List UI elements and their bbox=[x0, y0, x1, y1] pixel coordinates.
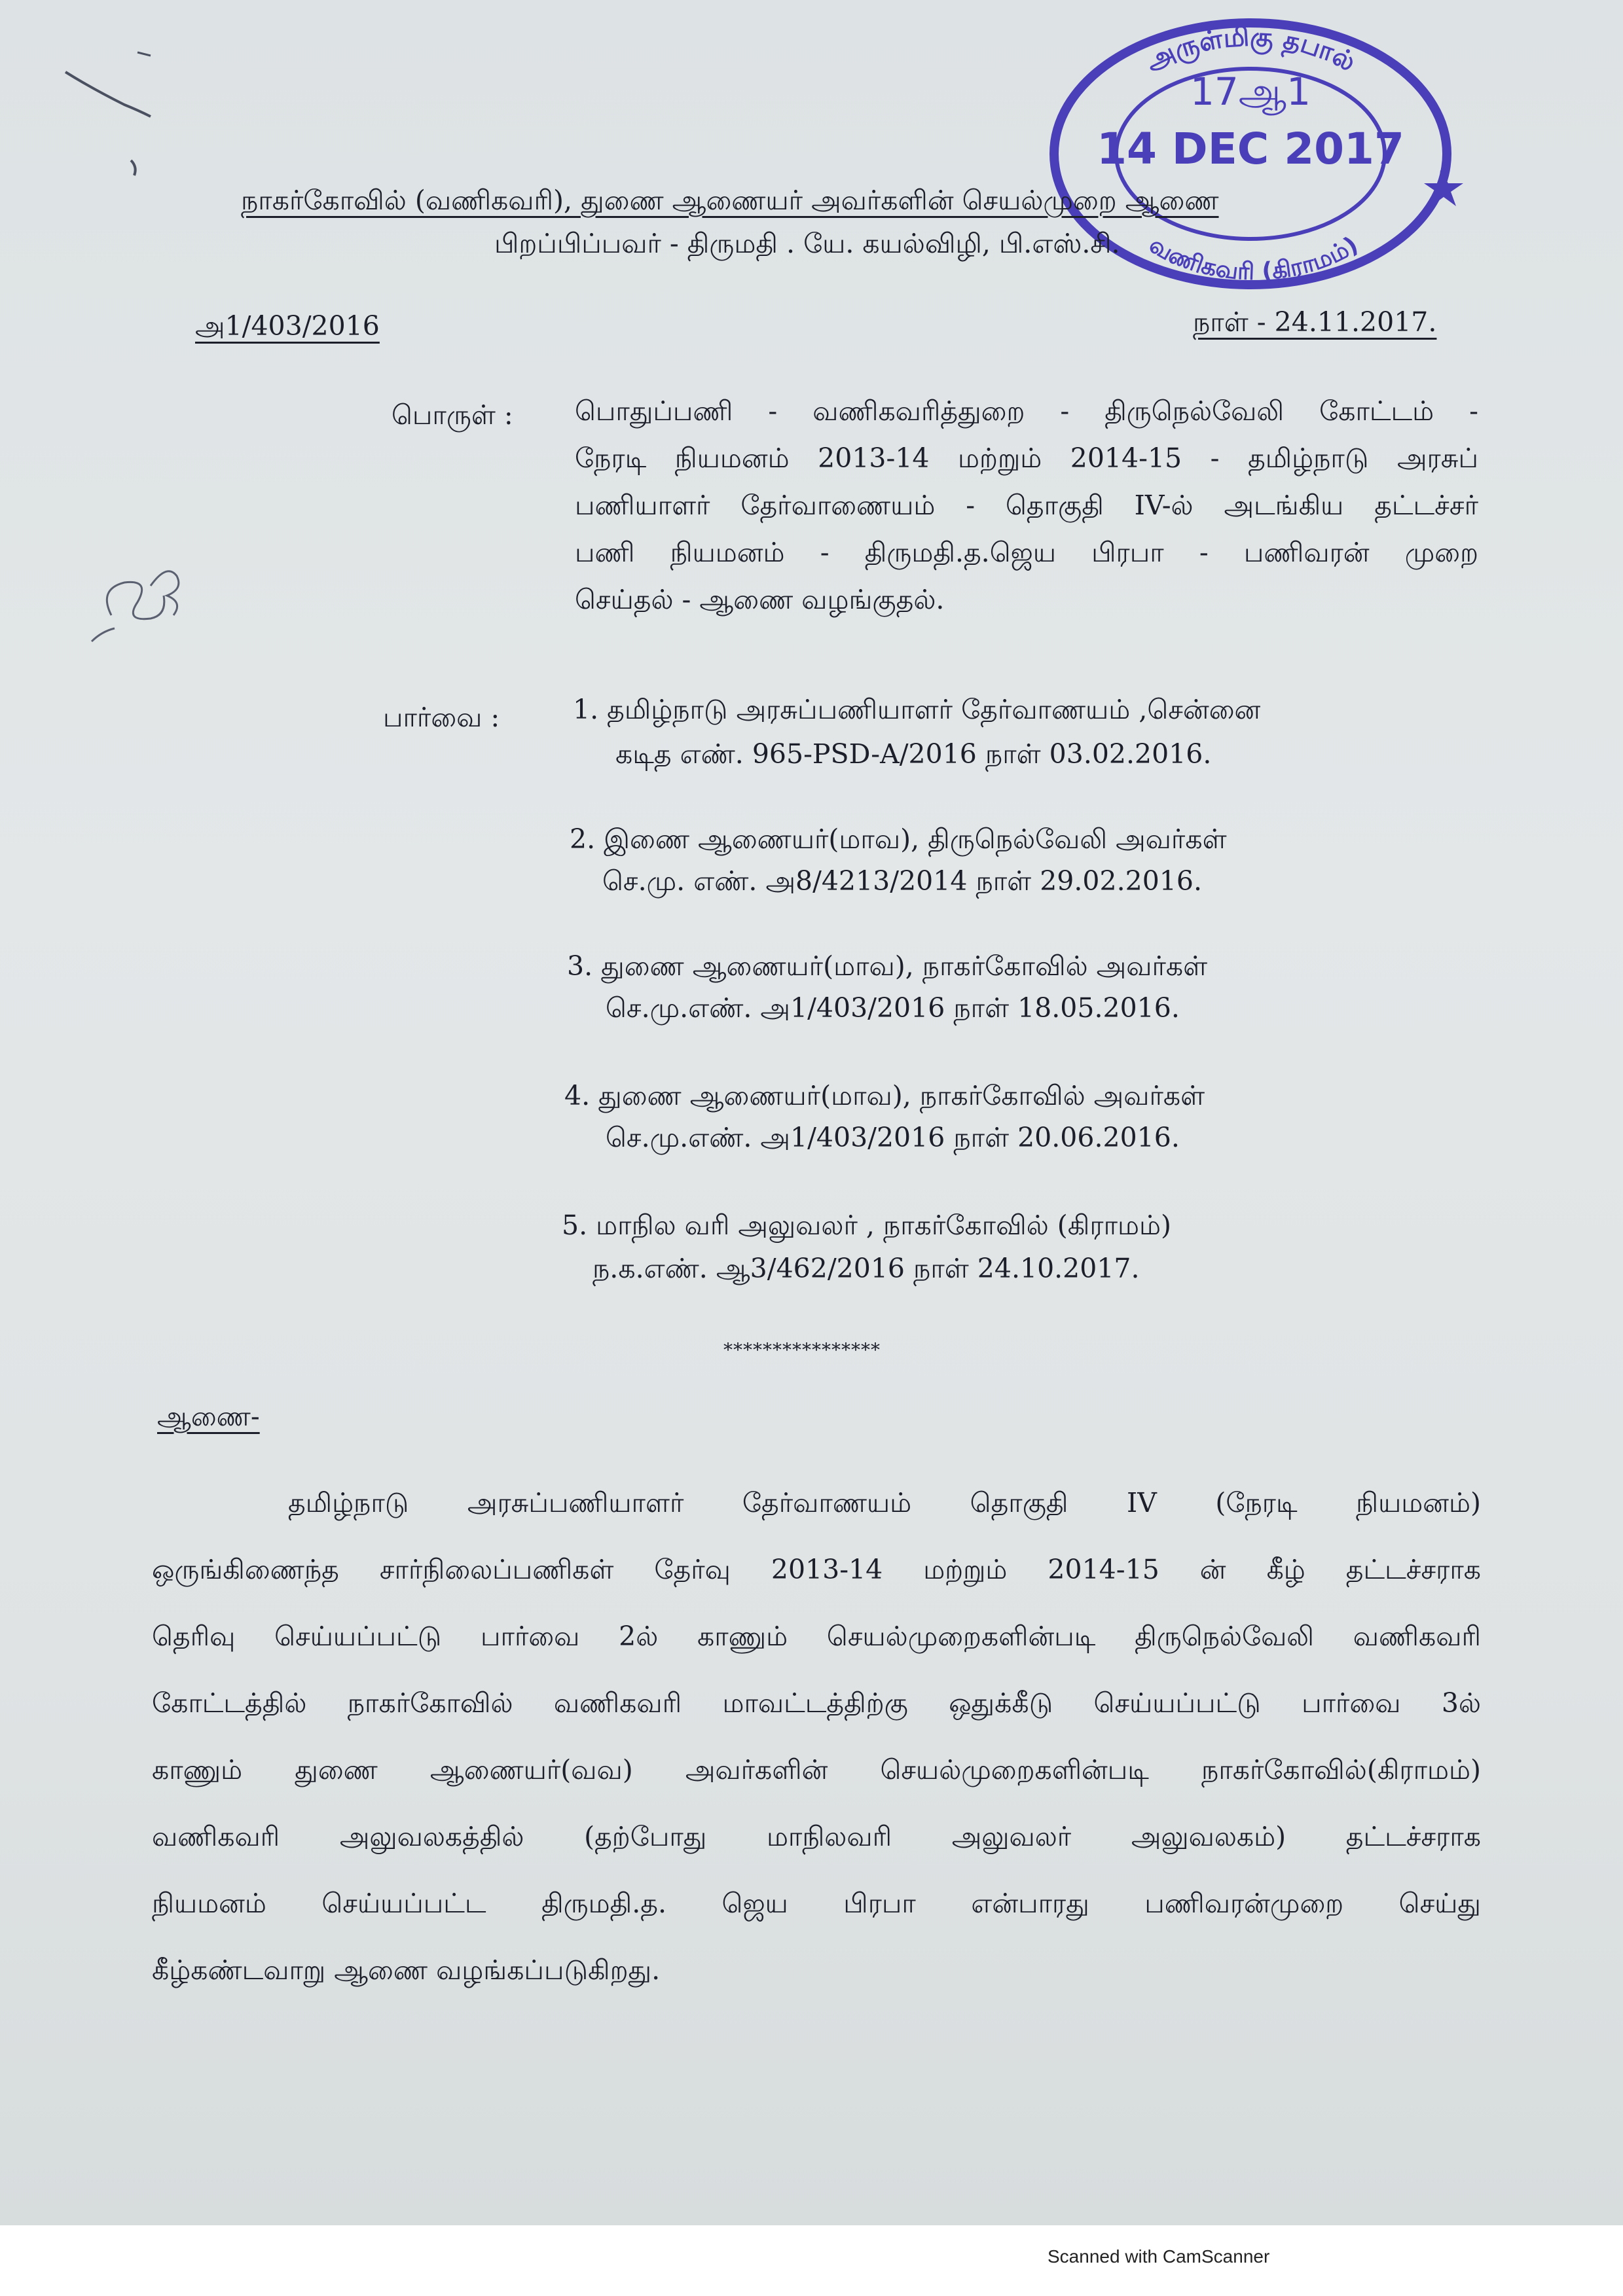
ref-item-2-line-1: 2. இணை ஆணையர்(மாவ), திருநெல்வேலி அவர்கள் bbox=[570, 823, 1227, 855]
separator: **************** bbox=[723, 1339, 881, 1361]
header-line-2: பிறப்பிப்பவர் - திருமதி . யே. கயல்விழி, பி.எஸ்.சி. bbox=[494, 228, 1120, 259]
stamp-ring-top: அருள்மிகு தபால் bbox=[1140, 22, 1360, 78]
ref-item-4-line-2: செ.மு.எண். அ1/403/2016 நாள் 20.06.2016. bbox=[606, 1122, 1180, 1153]
subject-line: பொதுப்பணி - வணிகவரித்துறை - திருநெல்வேலி கோட்டம் - bbox=[575, 395, 1478, 427]
stamp-number: 17ஆ1 bbox=[1190, 69, 1311, 114]
stamp-date: 14 DEC 2017 bbox=[1097, 124, 1404, 174]
order-line: ஒருங்கிணைந்த சார்நிலைப்பணிகள் தேர்வு 2013-14 மற்றும் 2014-15 ன் கீழ் தட்டச்சராக bbox=[152, 1554, 1481, 1585]
handwritten-marks bbox=[52, 26, 210, 681]
order-line: கோட்டத்தில் நாகர்கோவில் வணிகவரி மாவட்டத்திற்கு ஒதுக்கீடு செய்யப்பட்டு பார்வை 3ல் bbox=[152, 1687, 1481, 1719]
ref-item-1-line-2: கடித எண். 965-PSD-A/2016 நாள் 03.02.2016. bbox=[615, 738, 1212, 770]
scanner-watermark: Scanned with CamScanner bbox=[1048, 2246, 1270, 2267]
refs-label: பார்வை : bbox=[383, 702, 500, 733]
ref-item-4-line-1: 4. துணை ஆணையர்(மாவ), நாகர்கோவில் அவர்கள் bbox=[564, 1080, 1205, 1111]
order-line: காணும் துணை ஆணையர்(வவ) அவர்களின் செயல்முறைகளின்படி நாகர்கோவில்(கிராமம்) bbox=[152, 1754, 1481, 1785]
reference-number: அ1/403/2016 bbox=[195, 310, 380, 342]
subject-label: பொருள் : bbox=[392, 399, 513, 431]
subject-line: பணியாளர் தேர்வாணையம் - தொகுதி IV-ல் அடங்கிய தட்டச்சர் bbox=[575, 490, 1478, 521]
order-line: கீழ்கண்டவாறு ஆணை வழங்கப்படுகிறது. bbox=[152, 1954, 661, 1986]
ref-item-3-line-2: செ.மு.எண். அ1/403/2016 நாள் 18.05.2016. bbox=[606, 992, 1180, 1024]
ref-item-1-line-1: 1. தமிழ்நாடு அரசுப்பணியாளர் தேர்வாணயம் ,சென்னை bbox=[573, 694, 1261, 725]
ref-item-5-line-2: ந.க.எண். ஆ3/462/2016 நாள் 24.10.2017. bbox=[593, 1253, 1140, 1284]
order-line: வணிகவரி அலுவலகத்தில் (தற்போது மாநிலவரி அலுவலர் அலுவலகம்) தட்டச்சராக bbox=[152, 1821, 1481, 1852]
subject-line: நேரடி நியமனம் 2013-14 மற்றும் 2014-15 - தமிழ்நாடு அரசுப் bbox=[575, 442, 1478, 474]
subject-line: செய்தல் - ஆணை வழங்குதல். bbox=[575, 584, 945, 615]
order-line: நியமனம் செய்யப்பட்ட திருமதி.த. ஜெய பிரபா என்பாரது பணிவரன்முறை செய்து bbox=[152, 1888, 1481, 1919]
order-label: ஆணை- bbox=[157, 1401, 260, 1432]
subject-line: பணி நியமனம் - திருமதி.த.ஜெய பிரபா - பணிவரன் முறை bbox=[575, 537, 1478, 568]
stamp-ring-bottom: வணிகவரி (கிராமம்) bbox=[1144, 231, 1363, 286]
header-line-1: நாகர்கோவில் (வணிகவரி), துணை ஆணையர் அவர்களின் செயல்முறை ஆணை bbox=[241, 185, 1219, 216]
ref-item-2-line-2: செ.மு. எண். அ8/4213/2014 நாள் 29.02.2016. bbox=[602, 865, 1202, 897]
ref-item-5-line-1: 5. மாநில வரி அலுவலர் , நாகர்கோவில் (கிராமம்) bbox=[562, 1210, 1171, 1241]
reference-date: நாள் - 24.11.2017. bbox=[1193, 306, 1437, 338]
ref-item-3-line-1: 3. துணை ஆணையர்(மாவ), நாகர்கோவில் அவர்கள் bbox=[567, 950, 1208, 982]
order-line: தெரிவு செய்யப்பட்டு பார்வை 2ல் காணும் செயல்முறைகளின்படி திருநெல்வேலி வணிகவரி bbox=[152, 1621, 1481, 1652]
order-line: தமிழ்நாடு அரசுப்பணியாளர் தேர்வாணயம் தொகுதி IV (நேரடி நியமனம்) bbox=[288, 1487, 1481, 1518]
